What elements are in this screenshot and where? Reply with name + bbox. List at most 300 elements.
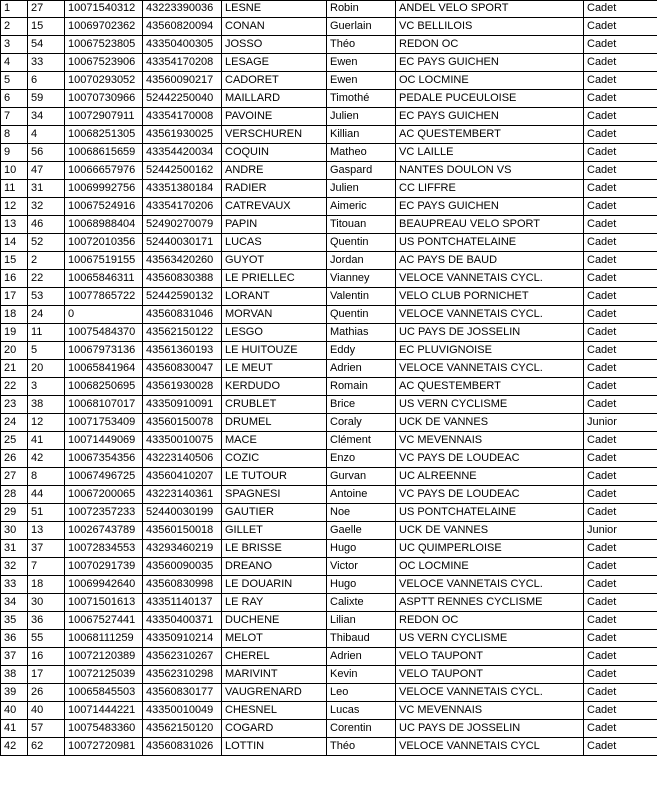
cell-category: Cadet xyxy=(584,234,657,252)
cell-uci: 43223390036 xyxy=(143,1,222,18)
cell-licence: 10068251305 xyxy=(65,126,143,144)
cell-uci: 43560830388 xyxy=(143,270,222,288)
cell-first-name: Quentin xyxy=(327,234,396,252)
cell-licence: 10069942640 xyxy=(65,576,143,594)
cell-licence: 10067527441 xyxy=(65,612,143,630)
cell-first-name: Titouan xyxy=(327,216,396,234)
cell-bib: 56 xyxy=(28,144,65,162)
cell-licence: 10072010356 xyxy=(65,234,143,252)
cell-first-name: Leo xyxy=(327,684,396,702)
cell-uci: 43560410207 xyxy=(143,468,222,486)
cell-rank: 14 xyxy=(1,234,28,252)
cell-licence: 10071449069 xyxy=(65,432,143,450)
table-row xyxy=(1,738,657,756)
cell-licence: 10077865722 xyxy=(65,288,143,306)
cell-uci: 43350910214 xyxy=(143,630,222,648)
cell-uci: 43293460219 xyxy=(143,540,222,558)
cell-uci: 43350010049 xyxy=(143,702,222,720)
cell-bib: 62 xyxy=(28,738,65,756)
cell-rank: 11 xyxy=(1,180,28,198)
cell-bib: 26 xyxy=(28,684,65,702)
cell-uci: 52490270079 xyxy=(143,216,222,234)
cell-first-name: Thibaud xyxy=(327,630,396,648)
cell-category: Cadet xyxy=(584,648,657,666)
cell-rank: 4 xyxy=(1,54,28,72)
cell-first-name: Hugo xyxy=(327,576,396,594)
cell-last-name: JOSSO xyxy=(222,36,327,54)
cell-first-name: Théo xyxy=(327,738,396,756)
cell-last-name: ANDRE xyxy=(222,162,327,180)
cell-rank: 38 xyxy=(1,666,28,684)
cell-uci: 43561930025 xyxy=(143,126,222,144)
cell-uci: 43560830177 xyxy=(143,684,222,702)
cell-club: PEDALE PUCEULOISE xyxy=(396,90,584,108)
cell-bib: 5 xyxy=(28,342,65,360)
cell-uci: 52440030199 xyxy=(143,504,222,522)
cell-uci: 43350910091 xyxy=(143,396,222,414)
cell-category: Cadet xyxy=(584,36,657,54)
table-row xyxy=(1,306,657,324)
cell-category: Cadet xyxy=(584,486,657,504)
cell-first-name: Kevin xyxy=(327,666,396,684)
cell-first-name: Valentin xyxy=(327,288,396,306)
cell-last-name: LUCAS xyxy=(222,234,327,252)
cell-bib: 16 xyxy=(28,648,65,666)
cell-club: US PONTCHATELAINE xyxy=(396,234,584,252)
cell-last-name: LE MEUT xyxy=(222,360,327,378)
cell-club: REDON OC xyxy=(396,36,584,54)
table-row xyxy=(1,486,657,504)
cell-category: Cadet xyxy=(584,630,657,648)
cell-uci: 43351140137 xyxy=(143,594,222,612)
cell-last-name: COQUIN xyxy=(222,144,327,162)
cell-uci: 43560090217 xyxy=(143,72,222,90)
cell-category: Cadet xyxy=(584,702,657,720)
cell-uci: 43354170008 xyxy=(143,108,222,126)
cell-club: VC MEVENNAIS xyxy=(396,432,584,450)
cell-licence: 10075484370 xyxy=(65,324,143,342)
cell-first-name: Noe xyxy=(327,504,396,522)
cell-bib: 6 xyxy=(28,72,65,90)
cell-bib: 18 xyxy=(28,576,65,594)
cell-rank: 7 xyxy=(1,108,28,126)
cell-category: Cadet xyxy=(584,324,657,342)
cell-first-name: Calixte xyxy=(327,594,396,612)
cell-last-name: LESGO xyxy=(222,324,327,342)
cell-bib: 31 xyxy=(28,180,65,198)
cell-last-name: VAUGRENARD xyxy=(222,684,327,702)
cell-rank: 6 xyxy=(1,90,28,108)
table-row xyxy=(1,270,657,288)
cell-last-name: KERDUDO xyxy=(222,378,327,396)
cell-first-name: Julien xyxy=(327,108,396,126)
cell-club: VELOCE VANNETAIS CYCL. xyxy=(396,576,584,594)
cell-bib: 36 xyxy=(28,612,65,630)
cell-category: Cadet xyxy=(584,342,657,360)
cell-club: EC PAYS GUICHEN xyxy=(396,198,584,216)
cell-category: Cadet xyxy=(584,684,657,702)
cell-first-name: Brice xyxy=(327,396,396,414)
table-row xyxy=(1,36,657,54)
cell-licence: 10065846311 xyxy=(65,270,143,288)
cell-rank: 39 xyxy=(1,684,28,702)
cell-last-name: PAPIN xyxy=(222,216,327,234)
cell-first-name: Antoine xyxy=(327,486,396,504)
cell-uci: 52442250040 xyxy=(143,90,222,108)
cell-first-name: Mathias xyxy=(327,324,396,342)
cell-last-name: LE RAY xyxy=(222,594,327,612)
cell-rank: 40 xyxy=(1,702,28,720)
table-row xyxy=(1,234,657,252)
cell-first-name: Victor xyxy=(327,558,396,576)
cell-first-name: Julien xyxy=(327,180,396,198)
cell-bib: 54 xyxy=(28,36,65,54)
cell-uci: 43560830047 xyxy=(143,360,222,378)
cell-licence: 10072357233 xyxy=(65,504,143,522)
cell-category: Cadet xyxy=(584,666,657,684)
cell-club: VELOCE VANNETAIS CYCL xyxy=(396,738,584,756)
cell-rank: 10 xyxy=(1,162,28,180)
cell-category: Cadet xyxy=(584,288,657,306)
table-row xyxy=(1,180,657,198)
cell-licence: 10067524916 xyxy=(65,198,143,216)
cell-club: US VERN CYCLISME xyxy=(396,630,584,648)
table-row xyxy=(1,576,657,594)
cell-rank: 31 xyxy=(1,540,28,558)
cell-club: EC PLUVIGNOISE xyxy=(396,342,584,360)
cell-club: VELOCE VANNETAIS CYCL. xyxy=(396,270,584,288)
cell-uci: 43561930028 xyxy=(143,378,222,396)
cell-last-name: LESAGE xyxy=(222,54,327,72)
cell-licence: 10065845503 xyxy=(65,684,143,702)
cell-rank: 42 xyxy=(1,738,28,756)
cell-uci: 43350010075 xyxy=(143,432,222,450)
cell-rank: 23 xyxy=(1,396,28,414)
table-row xyxy=(1,558,657,576)
cell-bib: 57 xyxy=(28,720,65,738)
cell-rank: 24 xyxy=(1,414,28,432)
cell-last-name: LE BRISSE xyxy=(222,540,327,558)
cell-licence: 10072834553 xyxy=(65,540,143,558)
cell-licence: 10069702362 xyxy=(65,18,143,36)
cell-last-name: CONAN xyxy=(222,18,327,36)
cell-last-name: CHEREL xyxy=(222,648,327,666)
cell-licence: 10072907911 xyxy=(65,108,143,126)
table-row xyxy=(1,288,657,306)
cell-bib: 40 xyxy=(28,702,65,720)
cell-category: Cadet xyxy=(584,558,657,576)
cell-licence: 10072720981 xyxy=(65,738,143,756)
cell-last-name: CATREVAUX xyxy=(222,198,327,216)
cell-licence: 10071753409 xyxy=(65,414,143,432)
cell-category: Junior xyxy=(584,414,657,432)
cell-licence: 10065841964 xyxy=(65,360,143,378)
cell-last-name: PAVOINE xyxy=(222,108,327,126)
cell-club: OC LOCMINE xyxy=(396,558,584,576)
cell-uci: 43563420260 xyxy=(143,252,222,270)
cell-category: Cadet xyxy=(584,450,657,468)
table-row xyxy=(1,702,657,720)
cell-rank: 3 xyxy=(1,36,28,54)
table-row xyxy=(1,414,657,432)
cell-club: ASPTT RENNES CYCLISME xyxy=(396,594,584,612)
cell-club: VC BELLILOIS xyxy=(396,18,584,36)
cell-licence: 10072125039 xyxy=(65,666,143,684)
cell-club: AC QUESTEMBERT xyxy=(396,126,584,144)
cell-category: Cadet xyxy=(584,360,657,378)
table-row xyxy=(1,252,657,270)
cell-rank: 25 xyxy=(1,432,28,450)
table-row xyxy=(1,54,657,72)
cell-bib: 37 xyxy=(28,540,65,558)
cell-last-name: GAUTIER xyxy=(222,504,327,522)
cell-bib: 53 xyxy=(28,288,65,306)
cell-first-name: Robin xyxy=(327,1,396,18)
cell-bib: 44 xyxy=(28,486,65,504)
cell-category: Cadet xyxy=(584,180,657,198)
cell-bib: 24 xyxy=(28,306,65,324)
cell-rank: 15 xyxy=(1,252,28,270)
cell-last-name: DRUMEL xyxy=(222,414,327,432)
cell-club: UCK DE VANNES xyxy=(396,522,584,540)
cell-last-name: COGARD xyxy=(222,720,327,738)
cell-club: AC QUESTEMBERT xyxy=(396,378,584,396)
cell-category: Cadet xyxy=(584,108,657,126)
cell-rank: 19 xyxy=(1,324,28,342)
cell-licence: 10072120389 xyxy=(65,648,143,666)
cell-club: UC ALREENNE xyxy=(396,468,584,486)
cell-uci: 43351380184 xyxy=(143,180,222,198)
cell-first-name: Eddy xyxy=(327,342,396,360)
table-row xyxy=(1,450,657,468)
table-row xyxy=(1,342,657,360)
cell-category: Cadet xyxy=(584,468,657,486)
cell-bib: 33 xyxy=(28,54,65,72)
cell-category: Cadet xyxy=(584,504,657,522)
cell-category: Cadet xyxy=(584,54,657,72)
cell-first-name: Quentin xyxy=(327,306,396,324)
cell-club: UCK DE VANNES xyxy=(396,414,584,432)
cell-first-name: Lucas xyxy=(327,702,396,720)
cell-licence: 10068988404 xyxy=(65,216,143,234)
cell-last-name: LORANT xyxy=(222,288,327,306)
cell-rank: 28 xyxy=(1,486,28,504)
cell-first-name: Clément xyxy=(327,432,396,450)
cell-category: Cadet xyxy=(584,72,657,90)
cell-category: Cadet xyxy=(584,738,657,756)
cell-first-name: Corentin xyxy=(327,720,396,738)
cell-first-name: Enzo xyxy=(327,450,396,468)
cell-category: Cadet xyxy=(584,612,657,630)
cell-licence: 10067354356 xyxy=(65,450,143,468)
table-row xyxy=(1,126,657,144)
cell-rank: 26 xyxy=(1,450,28,468)
cell-last-name: CRUBLET xyxy=(222,396,327,414)
cell-licence: 10067973136 xyxy=(65,342,143,360)
table-row xyxy=(1,504,657,522)
cell-first-name: Guerlain xyxy=(327,18,396,36)
cell-club: VELO CLUB PORNICHET xyxy=(396,288,584,306)
cell-category: Cadet xyxy=(584,18,657,36)
table-row xyxy=(1,108,657,126)
cell-rank: 12 xyxy=(1,198,28,216)
cell-last-name: GUYOT xyxy=(222,252,327,270)
cell-last-name: CHESNEL xyxy=(222,702,327,720)
cell-first-name: Adrien xyxy=(327,648,396,666)
cell-licence: 10067519155 xyxy=(65,252,143,270)
table-row xyxy=(1,396,657,414)
cell-last-name: DREANO xyxy=(222,558,327,576)
cell-club: CC LIFFRE xyxy=(396,180,584,198)
cell-uci: 43354170208 xyxy=(143,54,222,72)
cell-licence: 10070293052 xyxy=(65,72,143,90)
cell-club: VELOCE VANNETAIS CYCL. xyxy=(396,306,584,324)
cell-licence: 10071444221 xyxy=(65,702,143,720)
cell-uci: 43560090035 xyxy=(143,558,222,576)
cell-club: OC LOCMINE xyxy=(396,72,584,90)
cell-rank: 2 xyxy=(1,18,28,36)
cell-uci: 43562310267 xyxy=(143,648,222,666)
cell-category: Cadet xyxy=(584,396,657,414)
cell-rank: 16 xyxy=(1,270,28,288)
cell-club: VC MEVENNAIS xyxy=(396,702,584,720)
cell-uci: 43561360193 xyxy=(143,342,222,360)
cell-category: Cadet xyxy=(584,306,657,324)
cell-club: NANTES DOULON VS xyxy=(396,162,584,180)
cell-club: ANDEL VELO SPORT xyxy=(396,1,584,18)
cell-licence: 0 xyxy=(65,306,143,324)
table-row xyxy=(1,594,657,612)
cell-category: Cadet xyxy=(584,198,657,216)
cell-last-name: CADORET xyxy=(222,72,327,90)
cell-club: EC PAYS GUICHEN xyxy=(396,108,584,126)
cell-category: Cadet xyxy=(584,90,657,108)
cell-category: Cadet xyxy=(584,126,657,144)
cell-bib: 8 xyxy=(28,468,65,486)
cell-club: REDON OC xyxy=(396,612,584,630)
cell-first-name: Hugo xyxy=(327,540,396,558)
cell-rank: 9 xyxy=(1,144,28,162)
table-row xyxy=(1,198,657,216)
cell-bib: 22 xyxy=(28,270,65,288)
table-row xyxy=(1,684,657,702)
cell-uci: 43560831046 xyxy=(143,306,222,324)
cell-last-name: SPAGNESI xyxy=(222,486,327,504)
cell-club: UC PAYS DE JOSSELIN xyxy=(396,720,584,738)
cell-uci: 43223140506 xyxy=(143,450,222,468)
cell-first-name: Coraly xyxy=(327,414,396,432)
cell-club: US VERN CYCLISME xyxy=(396,396,584,414)
cell-licence: 10068107017 xyxy=(65,396,143,414)
cell-bib: 20 xyxy=(28,360,65,378)
cell-licence: 10068615659 xyxy=(65,144,143,162)
cell-club: AC PAYS DE BAUD xyxy=(396,252,584,270)
cell-last-name: LE HUITOUZE xyxy=(222,342,327,360)
cell-bib: 55 xyxy=(28,630,65,648)
cell-bib: 4 xyxy=(28,126,65,144)
cell-uci: 43354420034 xyxy=(143,144,222,162)
cell-bib: 13 xyxy=(28,522,65,540)
cell-first-name: Matheo xyxy=(327,144,396,162)
cell-first-name: Gaelle xyxy=(327,522,396,540)
table-row xyxy=(1,648,657,666)
cell-first-name: Gurvan xyxy=(327,468,396,486)
cell-last-name: LE PRIELLEC xyxy=(222,270,327,288)
cell-bib: 17 xyxy=(28,666,65,684)
cell-first-name: Jordan xyxy=(327,252,396,270)
table-row xyxy=(1,468,657,486)
cell-rank: 29 xyxy=(1,504,28,522)
table-row xyxy=(1,1,657,18)
cell-bib: 32 xyxy=(28,198,65,216)
cell-licence: 10026743789 xyxy=(65,522,143,540)
cell-first-name: Théo xyxy=(327,36,396,54)
cell-licence: 10066657976 xyxy=(65,162,143,180)
cell-rank: 34 xyxy=(1,594,28,612)
results-table-body xyxy=(1,1,657,756)
cell-club: US PONTCHATELAINE xyxy=(396,504,584,522)
table-row xyxy=(1,72,657,90)
cell-bib: 12 xyxy=(28,414,65,432)
cell-club: EC PAYS GUICHEN xyxy=(396,54,584,72)
cell-licence: 10068111259 xyxy=(65,630,143,648)
table-row xyxy=(1,18,657,36)
cell-rank: 33 xyxy=(1,576,28,594)
cell-first-name: Vianney xyxy=(327,270,396,288)
cell-rank: 5 xyxy=(1,72,28,90)
cell-category: Cadet xyxy=(584,540,657,558)
cell-club: VELOCE VANNETAIS CYCL. xyxy=(396,684,584,702)
cell-uci: 43560150018 xyxy=(143,522,222,540)
cell-last-name: VERSCHUREN xyxy=(222,126,327,144)
cell-category: Cadet xyxy=(584,594,657,612)
cell-uci: 43223140361 xyxy=(143,486,222,504)
cell-category: Cadet xyxy=(584,144,657,162)
cell-licence: 10071501613 xyxy=(65,594,143,612)
cell-rank: 35 xyxy=(1,612,28,630)
cell-rank: 13 xyxy=(1,216,28,234)
table-row xyxy=(1,522,657,540)
cell-category: Cadet xyxy=(584,576,657,594)
cell-club: UC QUIMPERLOISE xyxy=(396,540,584,558)
cell-uci: 43562150120 xyxy=(143,720,222,738)
cell-bib: 51 xyxy=(28,504,65,522)
cell-last-name: GILLET xyxy=(222,522,327,540)
cell-bib: 59 xyxy=(28,90,65,108)
cell-licence: 10067496725 xyxy=(65,468,143,486)
cell-uci: 43354170206 xyxy=(143,198,222,216)
cell-bib: 52 xyxy=(28,234,65,252)
cell-bib: 3 xyxy=(28,378,65,396)
cell-club: VC PAYS DE LOUDEAC xyxy=(396,486,584,504)
cell-first-name: Timothé xyxy=(327,90,396,108)
cell-first-name: Ewen xyxy=(327,72,396,90)
cell-last-name: LE DOUARIN xyxy=(222,576,327,594)
cell-rank: 32 xyxy=(1,558,28,576)
cell-rank: 21 xyxy=(1,360,28,378)
cell-club: BEAUPREAU VELO SPORT xyxy=(396,216,584,234)
table-row xyxy=(1,360,657,378)
table-row xyxy=(1,612,657,630)
cell-licence: 10071540312 xyxy=(65,1,143,18)
cell-licence: 10067200065 xyxy=(65,486,143,504)
table-row xyxy=(1,540,657,558)
cell-last-name: RADIER xyxy=(222,180,327,198)
table-row xyxy=(1,666,657,684)
cell-rank: 1 xyxy=(1,1,28,18)
cell-bib: 11 xyxy=(28,324,65,342)
cell-uci: 52442500162 xyxy=(143,162,222,180)
